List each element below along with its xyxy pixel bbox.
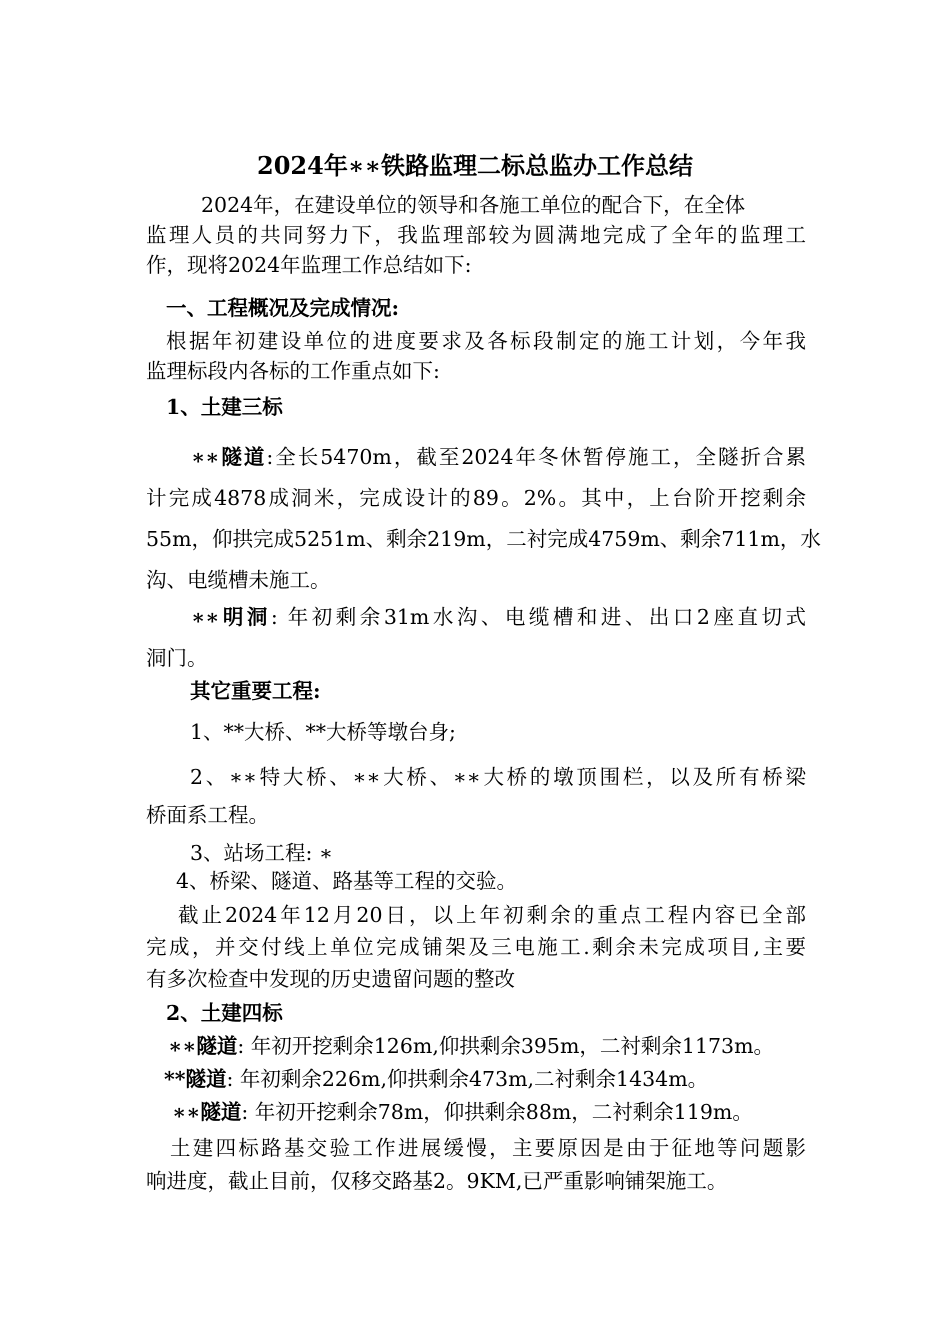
tunnel1-paragraph — [146, 437, 821, 601]
section1-heading: 一、工程概况及完成情况: — [166, 296, 400, 320]
open-cut-line-2: 洞门。 — [146, 646, 208, 670]
intro-paragraph — [146, 190, 806, 280]
status-line-3: 有多次检查中发现的历史遗留问题的整改 — [146, 967, 515, 991]
tunnel4-1: ∗∗隧道: 年初开挖剩余126m,仰拱剩余395m，二衬剩余1173m。 — [168, 1034, 775, 1058]
sub1-heading: 1、土建三标 — [166, 395, 283, 419]
tunnel4-3-name: ∗∗隧道 — [172, 1100, 242, 1124]
tunnel4-2-name: **隧道 — [164, 1067, 227, 1091]
other-heading: 其它重要工程: — [190, 679, 321, 703]
status-line-2: 完成，并交付线上单位完成铺架及三电施工.剩余未完成项目,主要 — [146, 935, 806, 959]
tunnel4-1-name: ∗∗隧道 — [168, 1034, 238, 1058]
closing-line-2: 响进度，截止目前，仅移交路基2。9KM,已严重影响铺架施工。 — [146, 1169, 728, 1193]
other-item-2-line-2: 桥面系工程。 — [146, 803, 269, 827]
open-cut-line-1: ∗∗明洞: 年初剩余31m水沟、电缆槽和进、出口2座直切式 — [191, 605, 806, 629]
other-item-2-line-1: 2、∗∗特大桥、∗∗大桥、∗∗大桥的墩顶围栏，以及所有桥梁 — [190, 765, 806, 789]
section1-intro-line-1: 根据年初建设单位的进度要求及各标段制定的施工计划，今年我 — [166, 329, 806, 353]
other-item-1: 1、**大桥、**大桥等墩台身; — [190, 720, 456, 744]
tunnel4-2: **隧道: 年初剩余226m,仰拱剩余473m,二衬剩余1434m。 — [164, 1067, 709, 1091]
open-cut-paragraph — [146, 597, 806, 679]
closing-paragraph — [146, 1132, 806, 1198]
sub2-heading: 2、土建四标 — [166, 1001, 283, 1025]
open-cut-name: ∗∗明洞 — [191, 605, 271, 629]
tunnel1-line-4: 沟、电缆槽未施工。 — [146, 568, 331, 592]
closing-line-1: 土建四标路基交验工作进展缓慢，主要原因是由于征地等问题影 — [170, 1136, 806, 1160]
other-item-4: 4、桥梁、隧道、路基等工程的交验。 — [176, 869, 518, 893]
section1-intro — [146, 326, 806, 386]
section1-intro-line-2: 监理标段内各标的工作重点如下: — [146, 359, 440, 383]
tunnel1-line-3: 55m，仰拱完成5251m、剩余219m，二衬完成4759m、剩余711m，水 — [146, 527, 821, 551]
other-item-3: 3、站场工程: ∗ — [190, 841, 333, 865]
status-paragraph — [146, 899, 806, 995]
intro-line-2: 监理人员的共同努力下，我监理部较为圆满地完成了全年的监理工 — [146, 223, 806, 247]
tunnel1-name: ∗∗隧道 — [191, 445, 267, 469]
document-title: 2024年∗∗铁路监理二标总监办工作总结 — [257, 151, 693, 180]
tunnel1-line-2: 计完成4878成洞米，完成设计的89。2%。其中，上台阶开挖剩余 — [146, 486, 806, 510]
tunnel1-line-1: ∗∗隧道:全长5470m，截至2024年冬休暂停施工，全隧折合累 — [191, 445, 807, 469]
status-line-1: 截止2024年12月20日，以上年初剩余的重点工程内容已全部 — [178, 903, 806, 927]
intro-line-3: 作，现将2024年监理工作总结如下: — [146, 253, 472, 277]
intro-line-1: 2024年，在建设单位的领导和各施工单位的配合下，在全体 — [201, 193, 746, 217]
other-item-2 — [146, 758, 806, 834]
tunnel4-3: ∗∗隧道: 年初开挖剩余78m，仰拱剩余88m，二衬剩余119m。 — [172, 1100, 753, 1124]
